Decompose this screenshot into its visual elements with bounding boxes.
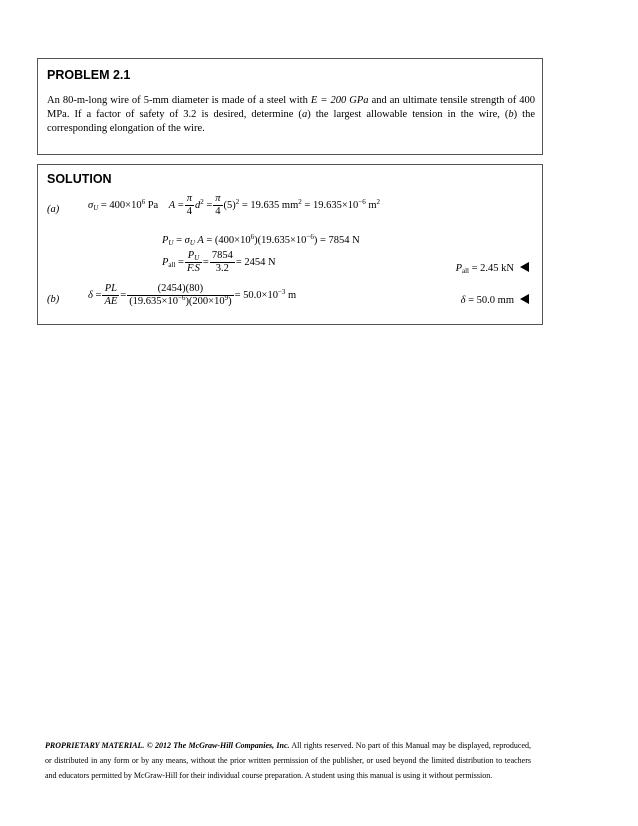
equation-pall: $P_{all}$ = $\frac{P_U}{F.S}$ = $\frac{7854}{3.2}$ = 2454 N bbox=[162, 250, 276, 274]
solution-heading: SOLUTION bbox=[47, 172, 112, 186]
problem-part-b: b bbox=[508, 109, 514, 120]
answer-a-value: = 2.45 kN bbox=[471, 263, 514, 274]
problem-heading: PROBLEM 2.1 bbox=[47, 68, 131, 82]
answer-b: δ = 50.0 mm bbox=[461, 294, 529, 307]
footer-bold: PROPRIETARY MATERIAL. © 2012 The McGraw-Hill Companies, Inc. bbox=[45, 741, 290, 750]
part-b-label bbox=[47, 294, 59, 305]
footer-text: All rights reserved. No part of this Manual may be displayed, reproduced, or distributed in any form or by any means, without the prior written permission of the publisher, or used beyond the limited distribution to teachers and educators permitted by McGraw-Hill for their individual course preparation. A student using this manual is using it without permission. bbox=[45, 741, 532, 780]
problem-statement bbox=[47, 94, 535, 136]
problem-text-3: ) the largest allowable tension in the wire, ( bbox=[307, 109, 509, 120]
problem-text-2: and an ultimate tensile strength of 400 MPa. If a factor of safety of 3.2 is desired, determine ( bbox=[47, 95, 536, 120]
part-a-label-text: (a) bbox=[47, 204, 60, 215]
answer-marker-icon bbox=[520, 262, 529, 272]
answer-a: $P_{all} = 2.45$ kN bbox=[456, 262, 529, 275]
answer-marker-icon bbox=[520, 294, 529, 304]
equation-pu: $P_U = \sigma_U$ $A = (400\times 10^6)(19.635\times 10^{-6}) = 7854$ N bbox=[162, 233, 360, 247]
problem-text-4: ) the corresponding elongation of the wire. bbox=[47, 109, 536, 134]
problem-e-value: E = 200 GPa bbox=[310, 95, 369, 106]
part-a-label bbox=[47, 204, 59, 215]
solution-box bbox=[37, 164, 543, 325]
footer-copyright bbox=[45, 738, 531, 783]
part-b-label-text: (b) bbox=[47, 294, 60, 305]
problem-text-1: An 80-m-long wire of 5-mm diameter is made of a steel with bbox=[47, 95, 311, 106]
equation-sigma-area: $\sigma_U = 400\times 10^6$ Pa A = $\frac{\pi}{4}$ $d^2$ = $\frac{\pi}{4}$ $(5)^2 = 19.635$ $mm^2 = 19.635\times 10^{-6}$ $m^2$ bbox=[88, 193, 380, 217]
equation-delta: δ = $\frac{PL}{AE}$ = $\frac{(2454)(80)}{(19.635\times 10^{-6})(200\times 10^9)}$ = $50.0\times 10^{-3}$ m bbox=[88, 283, 297, 307]
problem-box bbox=[37, 58, 543, 155]
problem-part-a: a bbox=[301, 109, 308, 120]
answer-b-value: = 50.0 mm bbox=[468, 295, 514, 306]
